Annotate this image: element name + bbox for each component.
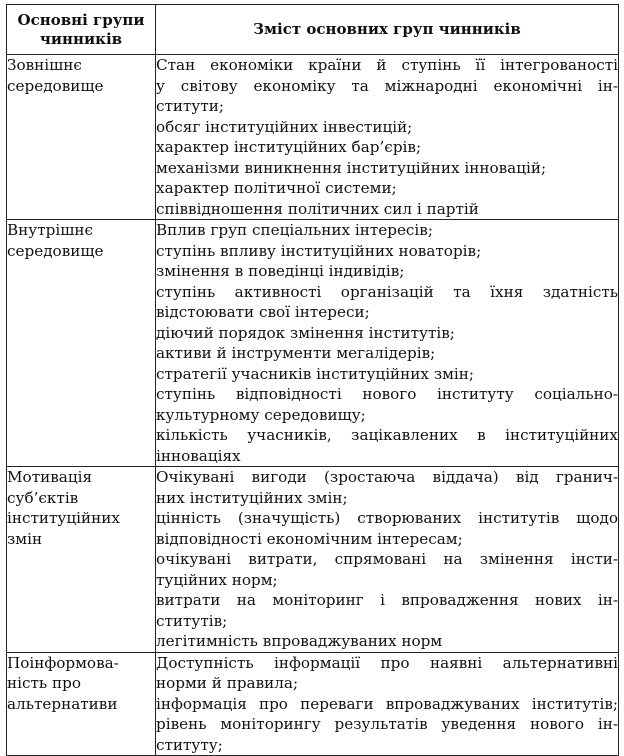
content-line: механізми виникнення інституційних інновацій; bbox=[156, 158, 547, 177]
table-row bbox=[7, 220, 619, 467]
table-row bbox=[7, 652, 619, 756]
factors-table bbox=[6, 4, 619, 756]
group-name-line: інституційних bbox=[7, 509, 120, 527]
group-name-line: Поінформова- bbox=[7, 653, 119, 672]
header-content bbox=[156, 5, 619, 55]
content-line: стратегії учасників інституційних змін; bbox=[156, 364, 475, 383]
content-line: ституту; bbox=[156, 735, 223, 754]
content-line: легітимність впроваджуваних норм bbox=[156, 632, 443, 650]
header-groups-line: чинників bbox=[39, 29, 123, 48]
content-line: кількість учасників, зацікавлених в інституційних bbox=[156, 426, 618, 444]
content-line: Вплив груп спеціальних інтересів; bbox=[156, 221, 433, 239]
group-name-cell bbox=[7, 652, 156, 756]
content-line: співвідношення політичних сил і партій bbox=[156, 199, 479, 218]
group-name-line: альтернативи bbox=[7, 694, 118, 713]
content-line: інформація про переваги впроваджуваних інститутів; bbox=[156, 694, 618, 713]
header-groups bbox=[7, 5, 156, 55]
content-line: ститути; bbox=[156, 97, 225, 115]
content-line: очікувані витрати, спрямовані на змінення інсти- bbox=[156, 550, 618, 568]
group-name-cell bbox=[7, 220, 156, 467]
group-name-line: Внутрішнє bbox=[7, 221, 93, 239]
table-row bbox=[7, 55, 619, 220]
header-content-line: Зміст основних груп чинників bbox=[253, 20, 521, 38]
header-groups-line: Основні групи bbox=[17, 10, 145, 29]
group-name-line: Мотивація bbox=[7, 468, 93, 486]
content-line: Доступність інформації про наявні альтернативні bbox=[156, 653, 618, 672]
group-name-cell bbox=[7, 467, 156, 653]
group-content-cell bbox=[156, 467, 619, 653]
group-content-cell bbox=[156, 220, 619, 467]
content-line: витрати на моніторинг і впровадження нових ін- bbox=[156, 591, 618, 609]
group-name-line: середовище bbox=[7, 76, 104, 95]
content-line: рівень моніторингу результатів уведення нового ін- bbox=[156, 715, 618, 733]
content-line: них інституційних змін; bbox=[156, 488, 348, 507]
content-line: цінність (значущість) створюваних інститутів щодо bbox=[156, 509, 618, 527]
content-line: туційних норм; bbox=[156, 570, 278, 589]
content-line: інноваціях bbox=[156, 446, 241, 465]
content-line: ступінь активності організацій та їхня здатність bbox=[156, 282, 618, 301]
content-line: Очікувані вигоди (зростаюча віддача) від гранич- bbox=[156, 468, 618, 486]
content-line: обсяг інституційних інвестицій; bbox=[156, 117, 413, 136]
content-line: норми й правила; bbox=[156, 674, 299, 692]
content-line: відповідності економічним інтересам; bbox=[156, 529, 463, 548]
group-name-line: змін bbox=[7, 529, 43, 548]
group-name-line: суб’єктів bbox=[7, 488, 79, 507]
content-line: Стан економіки країни й ступінь її інтегрованості bbox=[156, 56, 618, 74]
content-line: у світову економіку та міжнародні економічні ін- bbox=[156, 76, 618, 95]
group-name-line: Зовнішнє bbox=[7, 56, 82, 74]
header-row bbox=[7, 5, 619, 55]
table-row bbox=[7, 467, 619, 653]
content-line: діючий порядок змінення інститутів; bbox=[156, 323, 455, 342]
group-name-cell bbox=[7, 55, 156, 220]
content-line: змінення в поведінці індивідів; bbox=[156, 262, 405, 280]
group-content-cell bbox=[156, 652, 619, 756]
group-name-line: середовище bbox=[7, 241, 104, 260]
content-line: ступінь впливу інституційних новаторів; bbox=[156, 241, 482, 260]
content-line: характер політичної системи; bbox=[156, 179, 397, 197]
content-line: відстоювати свої інтереси; bbox=[156, 303, 370, 321]
group-name-line: ність про bbox=[7, 674, 81, 692]
content-line: ступінь відповідності нового інституту соціально- bbox=[156, 385, 618, 403]
content-line: культурному середовищу; bbox=[156, 405, 366, 424]
group-content-cell bbox=[156, 55, 619, 220]
table-body bbox=[7, 55, 619, 756]
content-line: ститутів; bbox=[156, 611, 228, 630]
content-line: активи й інструменти мегалідерів; bbox=[156, 344, 436, 362]
content-line: характер інституційних бар’єрів; bbox=[156, 138, 422, 156]
